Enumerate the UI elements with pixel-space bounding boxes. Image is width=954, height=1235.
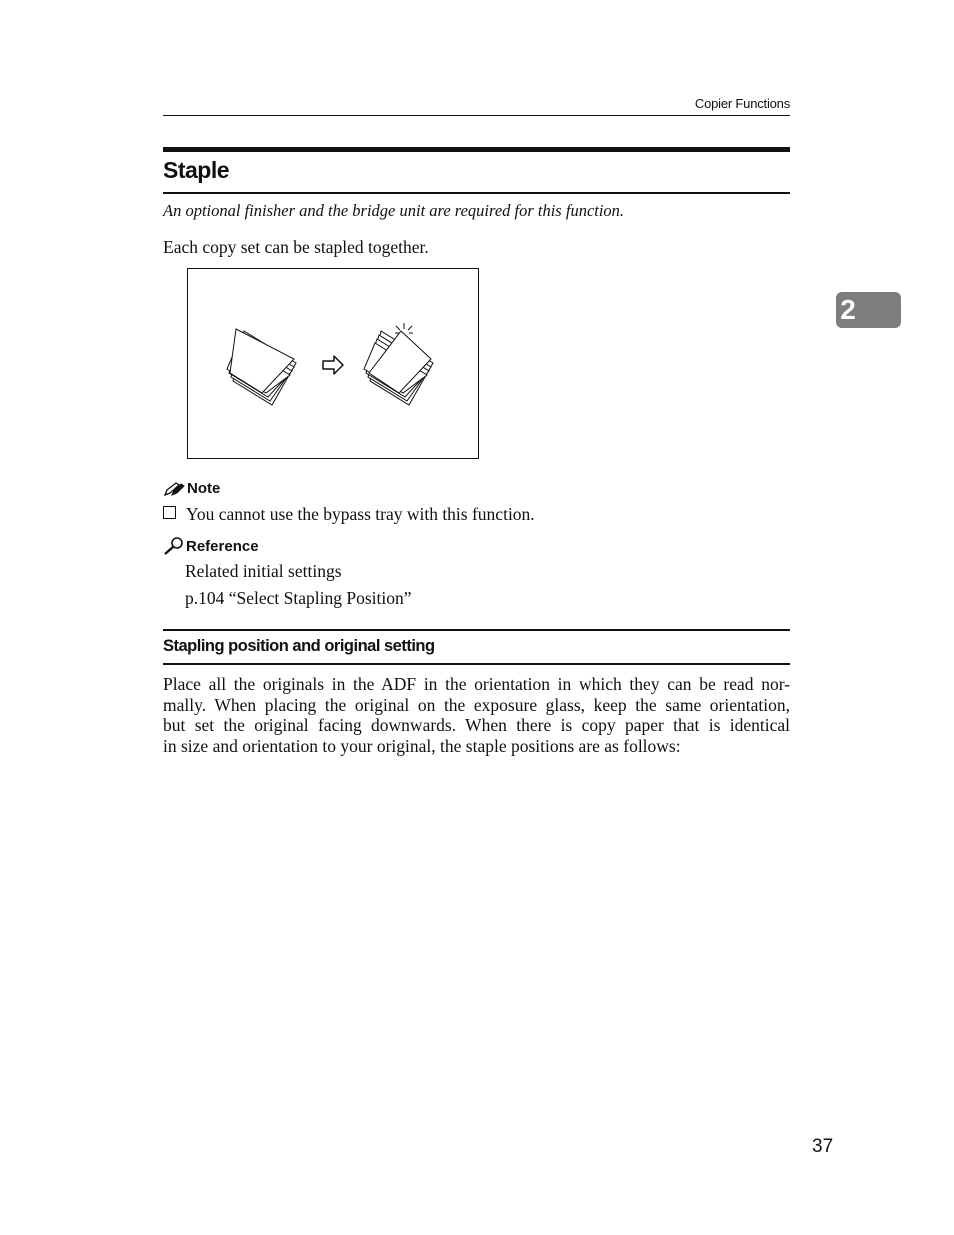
subsection-rule-top bbox=[163, 629, 790, 631]
requirement-text: An optional finisher and the bridge unit are required for this function. bbox=[163, 201, 625, 220]
reference-line: Related initial settings bbox=[185, 561, 342, 581]
checkbox-bullet-icon bbox=[163, 506, 176, 519]
subsection-rule-bottom bbox=[163, 663, 790, 665]
intro-text: Each copy set can be stapled together. bbox=[163, 237, 429, 257]
staple-mark-icon bbox=[395, 323, 413, 333]
staple-figure bbox=[187, 268, 479, 459]
note-heading bbox=[163, 480, 220, 497]
paragraph-line: in size and orientation to your original, the staple positions are as follows: bbox=[163, 735, 681, 756]
section-title: Staple bbox=[163, 157, 230, 183]
note-label: Note bbox=[187, 480, 221, 497]
reference-heading bbox=[163, 537, 259, 555]
body-paragraph bbox=[163, 674, 790, 756]
arrow-right-icon bbox=[323, 356, 343, 374]
subsection-title: Stapling position and original setting bbox=[163, 637, 435, 655]
chapter-number: 2 bbox=[840, 294, 856, 325]
paragraph-line: Place all the originals in the ADF in the orientation in which they can be read nor- bbox=[163, 674, 790, 694]
paragraph-line: mally. When placing the original on the exposure glass, keep the same orientation, bbox=[163, 694, 790, 715]
section-title-rule-bottom bbox=[163, 192, 790, 194]
header-rule bbox=[163, 115, 790, 116]
pencil-icon bbox=[163, 481, 185, 497]
reference-label: Reference bbox=[186, 537, 259, 555]
paragraph-line: but set the original facing downwards. When there is copy paper that is identical bbox=[163, 715, 790, 735]
running-header: Copier Functions bbox=[694, 96, 790, 111]
stapled-stack-icon bbox=[364, 331, 433, 405]
section-title-rule-top bbox=[163, 147, 790, 152]
note-item bbox=[163, 504, 535, 525]
note-item-text: You cannot use the bypass tray with this function. bbox=[186, 504, 535, 524]
paper-stack-icon bbox=[227, 329, 296, 405]
magnifier-icon bbox=[163, 537, 185, 555]
reference-link[interactable]: p.104 “Select Stapling Position” bbox=[185, 588, 412, 608]
page-number: 37 bbox=[812, 1136, 834, 1157]
